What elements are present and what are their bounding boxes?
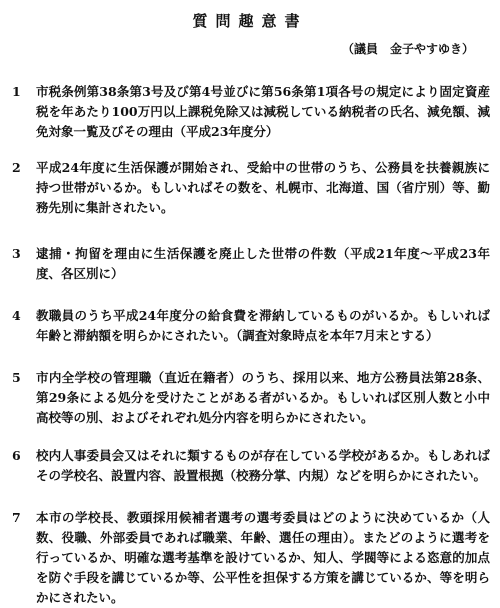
question-item-5 <box>12 368 490 428</box>
document-title: 質問趣意書 <box>192 12 308 30</box>
question-text: 校内人事委員会又はそれに類するものが存在している学校があるか。もしあればその学校名、設置内容、設置根拠（校務分掌、内規）などを明らかにされたい。 <box>36 448 490 483</box>
question-item-7 <box>12 508 490 608</box>
question-text: 平成24年度に生活保護が開始され、受給中の世帯のうち、公務員を扶養親族に持つ世帯がいるか。もしいればその数を、札幌市、北海道、国（省庁別）等、勤務先別に集計されたい。 <box>36 160 490 215</box>
question-number: 7 <box>12 510 21 525</box>
question-text: 教職員のうち平成24年度分の給食費を滞納しているものがいるか。もしいれば年齢と滞納額を明らかにされたい。（調査対象時点を本年7月末とする） <box>36 308 490 343</box>
author-line: （議員 金子やすゆき） <box>341 42 474 56</box>
question-item-2 <box>12 158 490 218</box>
question-number: 1 <box>12 84 21 99</box>
question-number: 5 <box>12 370 21 385</box>
question-item-4 <box>12 306 490 346</box>
question-number: 6 <box>12 448 21 463</box>
question-item-3 <box>12 244 490 284</box>
question-text: 市内全学校の管理職（直近在籍者）のうち、採用以来、地方公務員法第28条、第29条による処分を受けたことがある者がいるか。もしいれば区別人数と小中高校等の別、およびそれぞれ処分内容を明らかにされたい。 <box>36 370 490 425</box>
question-text: 市税条例第38条第3号及び第4号並びに第56条第1項各号の規定により固定資産税を年あたり100万円以上課税免除又は減税している納税者の氏名、減免額、減免対象一覧及びその理由（平成23年度分） <box>36 84 490 139</box>
question-text: 本市の学校長、教頭採用候補者選考の選考委員はどのように決めているか（人数、役職、外部委員であれば職業、年齢、選任の理由）。またどのように選考を行っているか、明確な選考基準を設けているか、知人、学閥等による恣意的加点を防ぐ手段を講じているか等、公平性を担保する方策を講じているか、等を明らかにされたい。 <box>36 510 490 605</box>
question-item-1 <box>12 82 490 142</box>
question-number: 2 <box>12 160 21 175</box>
question-number: 4 <box>12 308 21 323</box>
question-number: 3 <box>12 246 21 261</box>
question-item-6 <box>12 446 490 486</box>
question-text: 逮捕・拘留を理由に生活保護を廃止した世帯の件数（平成21年度～平成23年度、各区別に） <box>36 246 490 281</box>
